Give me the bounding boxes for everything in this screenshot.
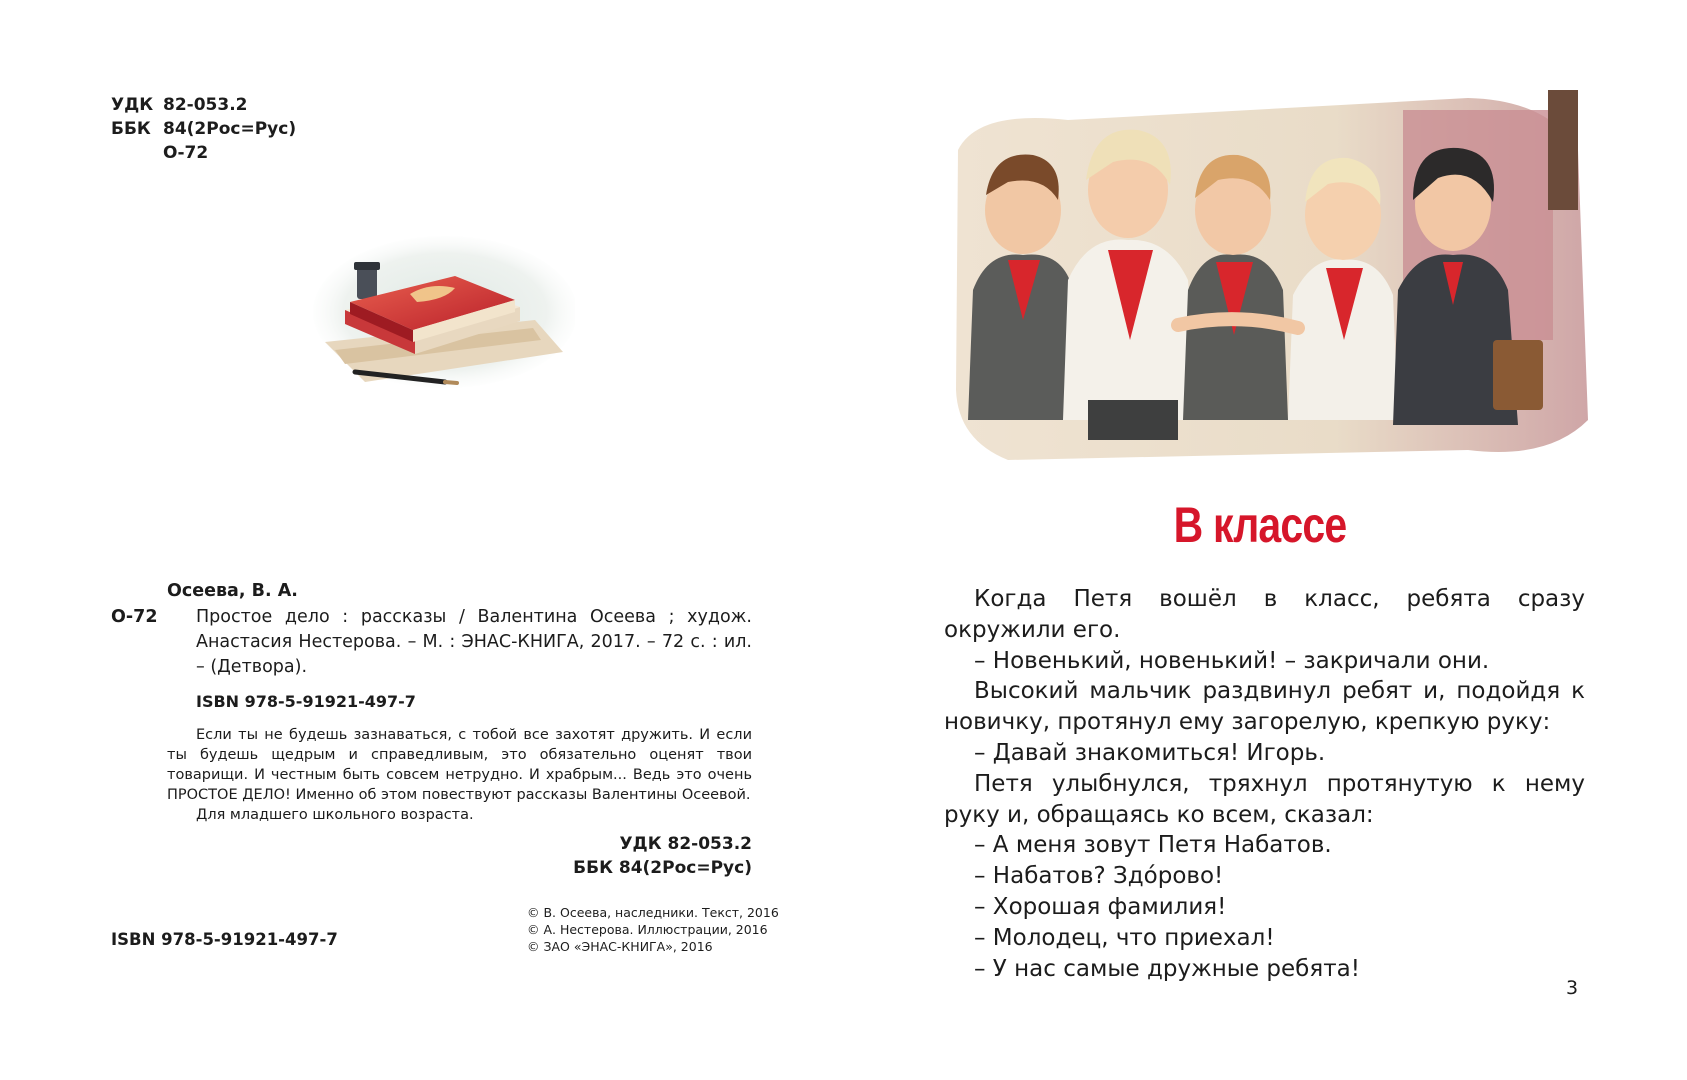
bbk-label: ББК bbox=[111, 119, 151, 139]
classroom-boys-illustration bbox=[948, 90, 1596, 465]
copyright-line: © В. Осеева, наследники. Текст, 2016 bbox=[527, 905, 779, 920]
copyright-block bbox=[527, 904, 779, 955]
story-title: В классе bbox=[1173, 497, 1347, 553]
udc-classification-top bbox=[111, 93, 296, 165]
bibliographic-description: Простое дело : рассказы / Валентина Осеева ; худож. Анастасия Нестерова. – М. : ЭНАС-КНИГА, 2017. – 72 с. : ил. – (Детвора). bbox=[196, 607, 752, 677]
annotation-text: Если ты не будешь зазнаваться, с тобой все захотят дружить. И если ты будешь щедрым и справедливым, это обязательно оценят твои товарищи. И честным быть совсем нетрудно. И храбрым... Ведь это очень ПРОСТОЕ ДЕЛО! Именно об этом повествуют рассказы Валентины Осеевой. bbox=[167, 727, 752, 803]
story-paragraph: – Молодец, что приехал! bbox=[974, 924, 1275, 951]
author-mark-value: О-72 bbox=[163, 143, 209, 163]
story-text bbox=[944, 584, 1585, 984]
udc-label: УДК bbox=[111, 95, 154, 115]
isbn-bottom: ISBN 978-5-91921-497-7 bbox=[111, 930, 338, 949]
author-name: Осеева, В. А. bbox=[167, 581, 298, 601]
page-number: 3 bbox=[1566, 977, 1579, 999]
story-paragraph: – Хорошая фамилия! bbox=[974, 893, 1227, 920]
isbn-label: ISBN 978-5-91921-497-7 bbox=[196, 692, 416, 711]
story-paragraph: – Новенький, новенький! – закричали они. bbox=[974, 647, 1490, 674]
copyright-line: © А. Нестерова. Иллюстрации, 2016 bbox=[527, 922, 768, 937]
story-paragraph: Когда Петя вошёл в класс, ребята сразу окружили его. bbox=[944, 586, 1585, 643]
udc-value: 82-053.2 bbox=[163, 95, 248, 115]
copyright-line: © ЗАО «ЭНАС-КНИГА», 2016 bbox=[527, 939, 713, 954]
story-paragraph: Высокий мальчик раздвинул ребят и, подойдя к новичку, протянул ему загорелую, крепкую руку: bbox=[944, 678, 1585, 736]
story-paragraph: – У нас самые дружные ребята! bbox=[974, 955, 1360, 982]
book-and-inkwell-illustration bbox=[305, 232, 575, 397]
story-paragraph: – А меня зовут Петя Набатов. bbox=[974, 832, 1332, 859]
author-mark: О-72 bbox=[111, 607, 158, 627]
author-mark-label bbox=[111, 141, 163, 165]
bbk-line: ББК 84(2Рос=Рус) bbox=[573, 858, 752, 878]
bbk-value: 84(2Рос=Рус) bbox=[163, 119, 297, 139]
story-paragraph: Петя улыбнулся, тряхнул протянутую к нему руку и, обращаясь ко всем, сказал: bbox=[944, 770, 1585, 828]
udc-line: УДК 82-053.2 bbox=[619, 834, 752, 854]
age-recommendation: Для младшего школьного возраста. bbox=[196, 807, 474, 823]
story-paragraph: – Набатов? Здо́рово! bbox=[974, 863, 1224, 890]
annotation bbox=[167, 725, 752, 825]
story-paragraph: – Давай знакомиться! Игорь. bbox=[974, 739, 1326, 766]
udc-classification-bottom bbox=[573, 832, 752, 880]
